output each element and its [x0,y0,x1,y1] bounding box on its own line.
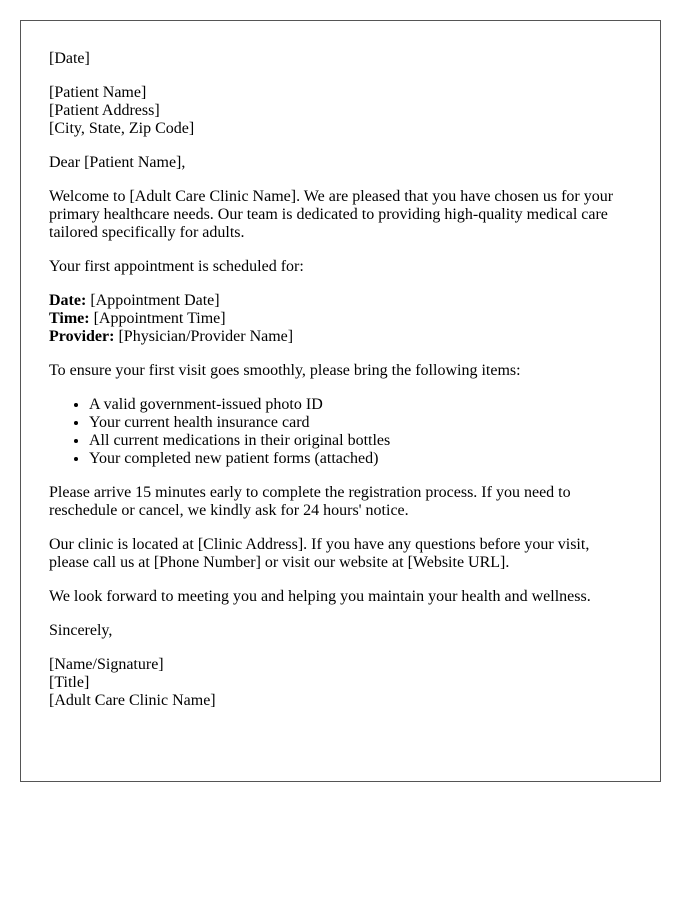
value: [Appointment Date] [86,292,220,309]
closing-line: We look forward to meeting you and helping you maintain your health and wellness. [49,588,591,605]
label: Provider: [49,328,115,345]
list-item: • Your completed new patient forms (attached) [89,450,632,468]
items-list [49,396,632,468]
salutation: Dear [Patient Name], [49,154,186,171]
signature-block [49,656,632,710]
appointment-intro: Your first appointment is scheduled for: [49,258,304,275]
date: [Date] [49,50,90,67]
label: Time: [49,310,90,327]
patient-name: [Patient Name] [49,84,147,101]
signature-title: [Title] [49,674,90,691]
appointment-date [49,292,632,310]
intro-line: primary healthcare needs. Our team is dedicated to providing high-quality medical care [49,206,608,223]
location-paragraph [49,536,632,572]
list-item: • Your current health insurance card [89,414,632,432]
intro-line: Welcome to [Adult Care Clinic Name]. We are pleased that you have chosen us for your [49,188,614,205]
signature-clinic: [Adult Care Clinic Name] [49,692,216,709]
value: [Appointment Time] [89,310,226,327]
signoff: Sincerely, [49,622,113,639]
arrival-paragraph [49,484,632,520]
patient-address: [Patient Address] [49,102,160,119]
appointment-provider [49,328,632,346]
appointment-time [49,310,632,328]
intro-line: tailored specifically for adults. [49,224,245,241]
letter [20,20,661,782]
label: Date: [49,292,87,309]
value: [Physician/Provider Name] [114,328,294,345]
location-line: please call us at [Phone Number] or visit our website at [Website URL]. [49,554,510,571]
intro-paragraph [49,188,632,242]
city-state-zip: [City, State, Zip Code] [49,120,195,137]
arrival-line: reschedule or cancel, we kindly ask for 24 hours' notice. [49,502,409,519]
recipient-address [49,84,632,138]
appointment-details [49,292,632,346]
location-line: Our clinic is located at [Clinic Address]. If you have any questions before your visit, [49,536,590,553]
signature-name: [Name/Signature] [49,656,164,673]
items-intro: To ensure your first visit goes smoothly, please bring the following items: [49,362,521,379]
arrival-line: Please arrive 15 minutes early to complete the registration process. If you need to [49,484,571,501]
list-item: • All current medications in their original bottles [89,432,632,450]
list-item: • A valid government-issued photo ID [89,396,632,414]
